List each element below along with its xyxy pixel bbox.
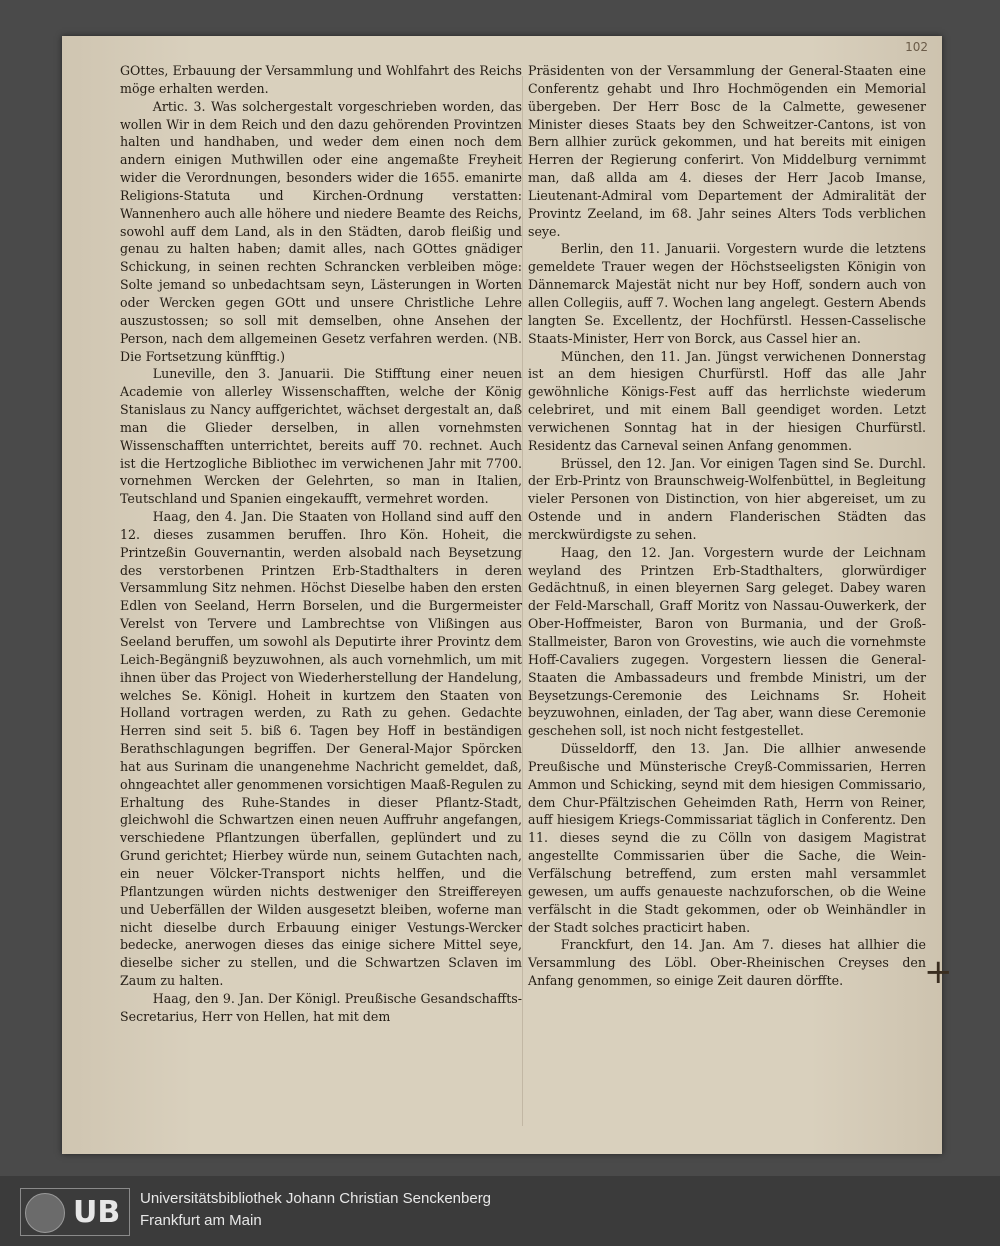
paragraph: München, den 11. Jan. Jüngst verwichenen Donnerstag ist an dem hiesigen Churfürstl. Hoff das alle Jahr gewöhnliche Königs-Fest auff das herrlichste wiederum celebriret, und mit einem Ball geendiget worden. Letzt verwichenen Sonntag hat in der hiesigen Churfürstl. Residentz das Carneval seinen Anfang genommen. [528, 348, 926, 453]
paragraph: Haag, den 12. Jan. Vorgestern wurde der Leichnam weyland des Printzen Erb-Stadthalters, glorwürdiger Gedächtnuß, in einen bleyernen Sarg geleget. Dabey waren der Feld-Marschall, Graff Moritz von Nassau-Ouwerkerk, der Ober-Hoffmeister, Baron von Burmania, und der Groß-Stallmeister, Baron von Grovestins, wie auch die vornehmste Hoff-Cavaliers zugegen. Vorgestern liessen die General-Staaten die Ambassadeurs und frembde Ministri, um der Beysetzungs-Ceremonie des Leichnams Sr. Hoheit beyzuwohnen, einladen, der Tag aber, wann diese Ceremonie geschehen soll, ist noch nicht festgestellet. [528, 544, 926, 739]
paragraph: Haag, den 4. Jan. Die Staaten von Holland sind auff den 12. dieses zusammen beruffen. Ihro Kön. Hoheit, die Printzeßin Gouvernantin, werden alsobald nach Beysetzung des verstorbenen Printzen Erb-Stadthalters in deren Versammlung Sitz nehmen. Höchst Dieselbe haben den ersten Edlen von Seeland, Herrn Borselen, und die Burgermeister Verelst von Tervere und Lambrechtse von Vlißingen aus Seeland beruffen, um sowohl als Deputirte ihrer Provintz dem Leich-Begängniß beyzuwohnen, als auch vornehmlich, um mit ihnen über das Project von Wiederherstellung der Handelung, welches Se. Königl. Hoheit in kurtzem den Staaten von Holland vortragen werden, zu Rath zu gehen. Gedachte Herren sind seit 5. biß 6. Tagen bey Hoff in beständigen Berathschlagungen begriffen. Der General-Major Spörcken hat aus Surinam die unangenehme Nachricht gemeldet, daß, ohngeachtet aller genommenen vorsichtigen Maaß-Regulen zu Erhaltung des Ruhe-Standes in dieser Pflantz-Stadt, gleichwohl die Schwartzen einen neuen Auffruhr angefangen, verschiedene Pflantzungen überfallen, geplündert und zu Grund gerichtet; Hierbey würde nun, seinem Gutachten nach, ein neuer Völcker-Transport nichts helffen, und die Pflantzungen würden nichts destweniger den Streiffereyen und Ueberfällen der Wilden ausgesetzt bleiben, woferne man nicht dieselbe durch Erbauung einiger Vestungs-Wercker bedecke, anerwogen dieses das einige sichere Mittel seye, dieselbe sicher zu stellen, und die Schwartzen Sclaven im Zaum zu halten. [120, 509, 522, 989]
library-name [140, 1188, 491, 1232]
paragraph: Düsseldorff, den 13. Jan. Die allhier anwesende Preußische und Münsterische Creyß-Commissarien, Herren Ammon und Schicking, seynd mit dem hiesigen Commissario, dem Chur-Pfältzischen Geheimden Rath, Herrn von Reiner, auff hiesigem Kriegs-Commissariat täglich in Conferentz. Den 11. dieses seynd die zu Cölln von dasigem Magistrat angestellte Commissarien über die Sache, die Wein-Verfälschung betreffend, zum ersten mahl versammlet gewesen, um auffs genaueste nachzuforschen, ob die Weine verfälscht in die Stadt gekommen, oder ob Weinhändler in der Stadt solches practicirt haben. [528, 741, 926, 935]
newspaper-page [62, 36, 953, 1154]
library-name-line1: Universitätsbibliothek Johann Christian Senckenberg [140, 1190, 492, 1207]
paragraph: Haag, den 9. Jan. Der Königl. Preußische Gesandschaffts-Secretarius, Herr von Hellen, hat mit dem [120, 990, 522, 1024]
library-name-line2: Frankfurt am Main [140, 1212, 262, 1229]
paragraph: GOttes, Erbauung der Versammlung und Wohlfahrt des Reichs möge erhalten werden. [120, 63, 522, 96]
paragraph: Berlin, den 11. Januarii. Vorgestern wurde die letztens gemeldete Trauer wegen der Höchstseeligsten Königin von Dännemarck Majestät nicht nur bey Hoff, sondern auch von allen Collegiis, auff 7. Wochen lang angelegt. Gestern Abends langten Se. Excellentz, der Hochfürstl. Hessen-Casselische Staats-Minister, Herr von Borck, aus Cassel hier an. [528, 241, 926, 346]
library-logo[interactable] [20, 1188, 130, 1236]
margin-mark: + [924, 952, 953, 992]
column-divider [522, 76, 523, 1126]
right-column [528, 62, 926, 990]
paragraph: Präsidenten von der Versammlung der General-Staaten eine Conferentz gehabt und Ihro Hochmögenden ein Memorial übergeben. Der Herr Bosc de la Calmette, gewesener Minister dieses Staats bey den Schweitzer-Cantons, ist von Bern allhier zurück gekommen, und hat bereits mit einigen Herren der Regierung conferirt. Von Middelburg vernimmt man, daß allda am 4. dieses der Herr Jacob Imanse, Lieutenant-Admiral vom Departement der Admiralität der Provintz Zeeland, im 68. Jahr seines Alters Tods verblichen seye. [528, 63, 926, 239]
logo-text: UB [73, 1195, 121, 1230]
page-number: 102 [905, 40, 928, 54]
paragraph: Luneville, den 3. Januarii. Die Stifftung einer neuen Academie von allerley Wissenschafften, welche der König Stanislaus zu Nancy auffgerichtet, wächset dergestalt an, daß man die Glieder derselben, in allen vornehmsten Wissenschafften unterrichtet, bereits auff 70. rechnet. Auch ist die Hertzogliche Bibliothec im verwichenen Jahr mit 7700. vornehmen Wercken der Gelehrten, so man in Italien, Teutschland und Spanien eingekaufft, vermehret worden. [120, 366, 522, 507]
footer-bar [0, 1176, 1000, 1246]
seal-icon [25, 1193, 65, 1233]
paragraph: Artic. 3. Was solchergestalt vorgeschrieben worden, das wollen Wir in dem Reich und den dazu gehörenden Provintzen halten und handhaben, und weder dem einen noch dem andern einigen Muthwillen oder eine angemaßte Freyheit wider die Verordnungen, besonders wider die 1655. emanirte Religions-Statuta und Kirchen-Ordnung verstatten: Wannenhero auch alle höhere und niedere Beamte des Reichs, sowohl auff dem Land, als in den Städten, darob fleißig und genau zu halten haben; damit alles, nach GOttes gnädiger Schickung, in seinen rechten Schrancken verbleiben möge: Solte jemand so unbedachtsam seyn, Lästerungen in Worten oder Wercken gegen GOtt und unsere Christliche Lehre auszustossen; so soll mit demselben, ohne Ansehen der Person, nach dem allgemeinen Gesetz verfahren werden. (NB. Die Fortsetzung künfftig.) [120, 98, 522, 364]
paragraph: Franckfurt, den 14. Jan. Am 7. dieses hat allhier die Versammlung des Löbl. Ober-Rheinischen Creyses den Anfang genommen, so einige Zeit dauren dörffte. [528, 937, 926, 989]
left-column [120, 62, 522, 1026]
paragraph: Brüssel, den 12. Jan. Vor einigen Tagen sind Se. Durchl. der Erb-Printz von Braunschweig-Wolfenbüttel, in Begleitung vieler Personen von Distinction, von hier abgereiset, um zu Ostende und in andern Flanderischen Städten das merckwürdigste zu sehen. [528, 455, 926, 542]
